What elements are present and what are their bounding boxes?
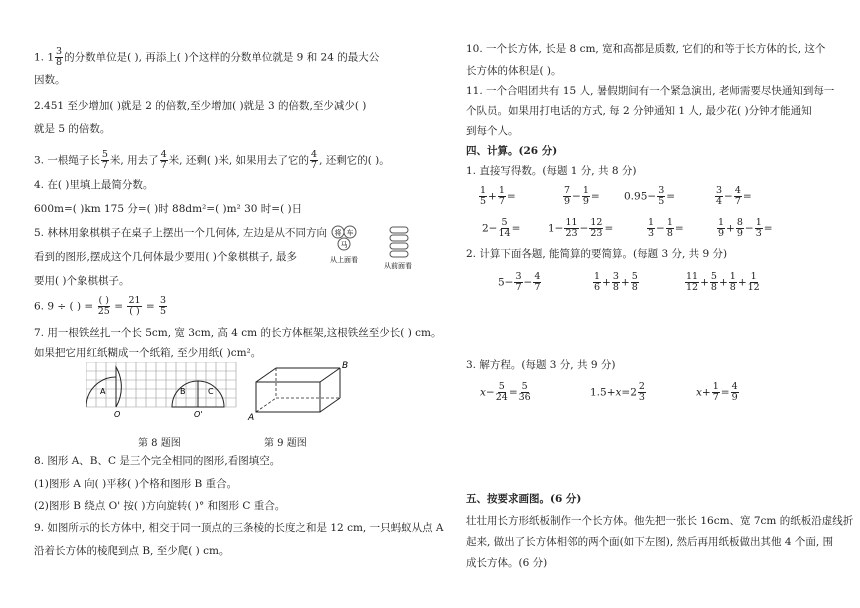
section-5-heading: 五、按要求画图。(6 分)	[466, 493, 582, 505]
shape-B-label: B	[180, 387, 186, 396]
label-top-view: 从上面看	[330, 256, 358, 264]
subsection-2: 2. 计算下面各题, 能简算的要简算。(每题 3 分, 共 9 分)	[466, 248, 728, 260]
section-5-text1: 壮壮用长方形纸板制作一个长方体。他先把一张长 16cm、宽 7cm 的纸板沿虚线折	[466, 515, 854, 527]
calc-3-3: $\frac{11}{12}$ + $\frac{5}{8}$ + $\frac{1}{8}$ + $\frac{1}{12}$	[686, 271, 760, 293]
calc-3-2: $\frac{1}{6}$ + $\frac{3}{8}$ + $\frac{5}{8}$	[594, 271, 638, 293]
point-O-prime-label: O'	[194, 410, 203, 419]
question-7: 7. 用一根铁丝扎一个长 5cm, 宽 3cm, 高 4 cm 的长方体框架,这根铁丝至少长( ) cm。	[34, 327, 442, 339]
equation-2: 1.5+x=2 $\frac{2}{3}$	[590, 381, 645, 403]
section-4-heading: 四、计算。(26 分)	[466, 145, 558, 157]
shape-C-label: C	[208, 387, 214, 396]
question-7-cont: 如果把它用红纸糊成一个纸箱, 至少用纸( )cm²。	[34, 347, 262, 359]
section-5-text3: 成长方体。(6 分)	[466, 557, 548, 569]
label-front-view: 从前面看	[384, 262, 412, 270]
question-9-cont: 沿着长方体的棱爬到点 B, 至少爬( ) cm。	[34, 545, 230, 557]
chess-pieces-figure	[326, 222, 426, 272]
question-1-text: 个这样的分数单位就是 9 和 24 的最大公	[188, 51, 380, 64]
equation-1: x− $\frac{5}{24}$ = $\frac{5}{36}$	[480, 381, 531, 403]
calc-1-2: $\frac{7}{9}$ − $\frac{1}{9}$ =	[564, 185, 600, 207]
question-8-part2: (2)图形 B 绕点 O' 按( )方向旋转( )° 和图形 C 重合。	[34, 500, 286, 512]
question-11: 11. 一个合唱团共有 15 人, 暑假期间有一个紧急演出, 老师需要尽快通知到每一	[466, 85, 835, 97]
question-4: 4. 在( )里填上最简分数。	[34, 179, 154, 191]
chess-piece-3: 马	[340, 241, 348, 249]
section-5-text2: 起来, 做出了长方体相邻的两个面(如下左图), 然后再用纸板做出其他 4 个面, 围	[466, 536, 834, 548]
calc-3-1: 5− $\frac{3}{7}$ − $\frac{4}{7}$	[498, 271, 541, 293]
chess-piece-1: 将	[334, 229, 342, 237]
question-5-cont1: 看到的图形,摆成这个几何体最少要用( )个象棋棋子, 最多	[34, 251, 298, 263]
calc-1-3: 0.95− $\frac{3}{5}$ =	[624, 185, 676, 207]
figure-8-grid	[86, 362, 242, 420]
question-2: 2.451 至少增加( )就是 2 的倍数,至少增加( )就是 3 的倍数,至少减少( )	[34, 100, 367, 112]
question-8: 8. 图形 A、B、C 是三个完全相同的图形,看图填空。	[34, 455, 281, 467]
question-2-cont: 就是 5 的倍数。	[34, 123, 111, 135]
question-1: 1. 1 $\frac{3}{8}$ 的分数单位是( ), 再添上( )个这样的分数单位就是 9 和 24 的最大公	[34, 46, 380, 68]
figure-8-caption: 第 8 题图	[138, 438, 181, 449]
equation-3: x+ $\frac{1}{7}$ = $\frac{4}{9}$	[696, 381, 738, 403]
vertex-A-label: A	[248, 413, 255, 423]
subsection-3: 3. 解方程。(每题 3 分, 共 9 分)	[466, 359, 616, 371]
question-5: 5. 林林用象棋棋子在桌子上摆出一个几何体, 左边是从不同方向	[34, 227, 328, 239]
calc-1-4: $\frac{3}{4}$ − $\frac{4}{7}$ =	[716, 185, 752, 207]
question-11-cont2: 到每个人。	[466, 125, 519, 137]
question-10-cont: 长方体的体积是( )。	[466, 65, 562, 77]
calc-2-4: $\frac{1}{9}$ + $\frac{8}{9}$ − $\frac{1}{3}$ =	[718, 217, 773, 239]
question-10: 10. 一个长方体, 长是 8 cm, 宽和高都是质数, 它们的和等于长方体的长, 这个	[466, 43, 826, 55]
fraction-3-8: $\frac{3}{8}$	[56, 46, 63, 68]
calc-1-1: $\frac{1}{5}$ + $\frac{1}{7}$ =	[480, 185, 516, 207]
question-5-cont2: 要用( )个象棋棋子。	[34, 275, 130, 287]
calc-2-1: 2− $\frac{5}{14}$ =	[482, 217, 521, 239]
calc-2-3: $\frac{1}{3}$ − $\frac{1}{8}$ =	[648, 217, 684, 239]
question-8-part1: (1)图形 A 向( )平移( )个格和图形 B 重合。	[34, 478, 238, 490]
chess-piece-2: 车	[346, 229, 354, 237]
figure-9-cuboid	[246, 360, 350, 424]
shape-A-label: A	[100, 387, 106, 396]
calc-2-2: 1− $\frac{11}{23}$ − $\frac{12}{23}$ =	[548, 217, 614, 239]
vertex-B-label: B	[342, 361, 349, 371]
question-4-blanks: 600m=( )km 175 分=( )时 88dm²=( )m² 30 时=( )日	[34, 203, 303, 215]
question-11-cont1: 个队员。如果用打电话的方式, 每 2 分钟通知 1 人, 最少花( )分钟才能通知	[466, 105, 812, 117]
question-3: 3. 一根绳子长 $\frac{5}{7}$ 米, 用去了 $\frac{4}{7}$ 米, 还剩( )米, 如果用去了它的 $\frac{4}{7}$ , 还剩它的( )。	[34, 149, 390, 171]
subsection-1: 1. 直接写得数。(每题 1 分, 共 8 分)	[466, 165, 637, 177]
point-O-label: O	[114, 410, 121, 419]
question-1-cont: 因数。	[34, 74, 66, 86]
question-9: 9. 如图所示的长方体中, 相交于同一顶点的三条棱的长度之和是 12 cm, 一只蚂蚁从点 A	[34, 522, 444, 534]
question-6: 6. 9 ÷ ( ) = $\frac{( )}{25}$ = $\frac{21}{( )}$ = $\frac{3}{5}$	[34, 295, 167, 317]
figure-9-caption: 第 9 题图	[264, 438, 307, 449]
